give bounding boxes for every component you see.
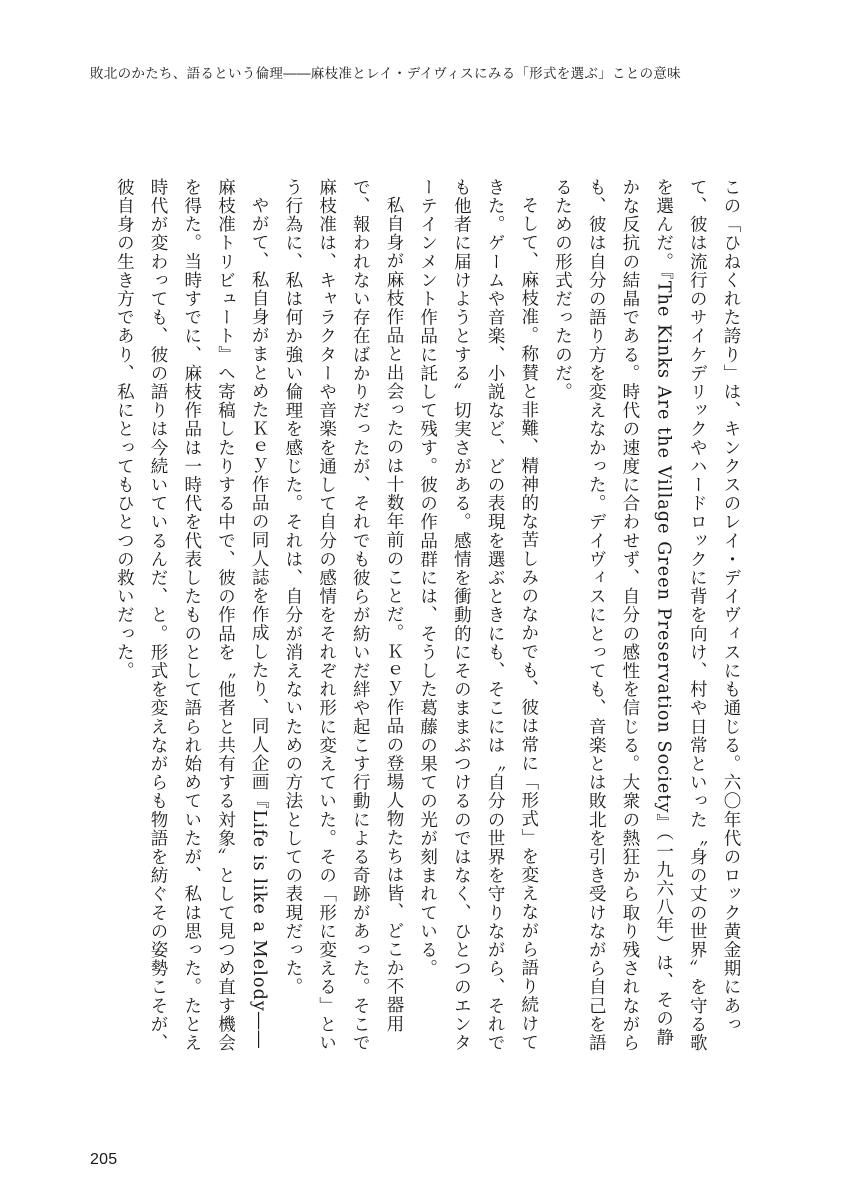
page-number: 205 bbox=[90, 1151, 118, 1168]
paragraph-4: やがて、私自身がまとめたＫｅｙ作品の同人誌を作成したり、同人企画『Life is like a Melody――麻枝准トリビュート』へ寄稿したりする中で、彼の作品を〝他者と共有する対象〟として見つめ直す機会を得た。当時すでに、麻枝作品は一時代を代表したものとして語られ始めていたが、私は思った。たとえ時代が変わっても、彼の語りは今続いているんだ、と。形式を変えながらも物語を紡ぐその姿勢こそが、彼自身の生き方であり、私にとってもひとつの救いだった。 bbox=[114, 178, 270, 1053]
paragraph-2: そして、麻枝准。称賛と非難、精神的な苦しみのなかでも、彼は常に「形式」を変えながら語り続けてきた。ゲームや音楽、小説など、どの表現を選ぶときにも、そこには〝自分の世界を守りながら、それでも他者に届けようとする〟切実さがある。感情を衝動的にそのままぶつけるのではなく、ひとつのエンターテインメント作品に託して残す。彼の作品群には、そうした葛藤の果ての光が刻まれている。 bbox=[417, 178, 539, 1053]
body-text bbox=[87, 178, 747, 1058]
paragraph-1: この「ひねくれた誇り」は、キンクスのレイ・デイヴィスにも通じる。六〇年代のロック黄金期にあって、彼は流行のサイケデリックやハードロックに背を向け、村や日常といった〝身の丈の世界〟を守る歌を選んだ。『The Kinks Are the Village Green Preservation Society』（一九六八年）は、その静かな反抗の結晶である。時代の速度に合わせず、自分の感性を信じる。大衆の熱狂から取り残されながらも、彼は自分の語り方を変えなかった。デイヴィスにとっても、音楽とは敗北を引き受けながら自己を語るための形式だったのだ。 bbox=[552, 178, 741, 1053]
paragraph-3: 私自身が麻枝作品と出会ったのは十数年前のことだ。Ｋｅｙ作品の登場人物たちは皆、どこか不器用で、報われない存在ばかりだったが、それでも彼らが紡いだ絆や起こす行動による奇跡があった。そこで麻枝准は、キャラクターや音楽を通して自分の感情をそれぞれ形に変えていた。その「形に変える」という行為に、私は何か強い倫理を感じた。それは、自分が消えないための方法としての表現だった。 bbox=[282, 178, 404, 1053]
running-head: 敗北のかたち、語るという倫理――麻枝准とレイ・デイヴィスにみる「形式を選ぶ」ことの意味 bbox=[90, 66, 681, 82]
